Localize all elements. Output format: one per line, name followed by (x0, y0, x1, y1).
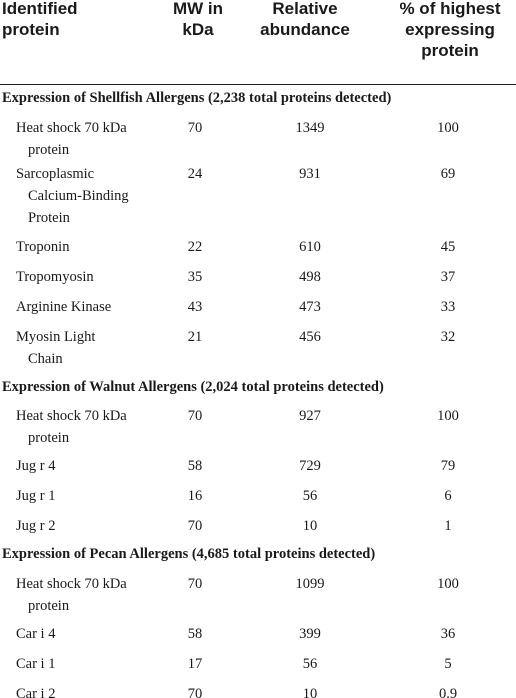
row-mw: 70 (187, 408, 203, 424)
section-heading-pecan: Expression of Pecan Allergens (4,685 total proteins detected) (2, 546, 376, 562)
section-heading-walnut: Expression of Walnut Allergens (2,024 total proteins detected) (2, 379, 384, 395)
header-mw: MW in kDa (172, 0, 224, 39)
row-percent: 36 (440, 626, 456, 642)
row-percent: 100 (437, 120, 459, 136)
row-protein-name: Arginine Kinase (16, 299, 112, 315)
row-mw: 21 (187, 329, 203, 345)
row-percent: 100 (437, 408, 459, 424)
row-protein-name: Jug r 4 (16, 458, 56, 474)
row-mw: 22 (187, 239, 203, 255)
row-abundance: 1099 (295, 576, 325, 592)
row-mw: 70 (187, 576, 203, 592)
row-percent: 1 (444, 518, 452, 534)
row-protein-name: Sarcoplasmic Calcium-Binding Protein (16, 166, 129, 226)
section-heading-shellfish: Expression of Shellfish Allergens (2,238 total proteins detected) (2, 90, 392, 106)
row-abundance: 10 (302, 518, 318, 534)
row-mw: 35 (187, 269, 203, 285)
row-mw: 70 (187, 518, 203, 534)
row-protein-name: Jug r 2 (16, 518, 56, 534)
row-percent: 0.9 (438, 686, 458, 698)
row-abundance: 927 (299, 408, 321, 424)
row-mw: 70 (187, 120, 203, 136)
row-percent: 79 (440, 458, 456, 474)
row-abundance: 729 (299, 458, 321, 474)
row-abundance: 10 (302, 686, 318, 698)
row-percent: 6 (444, 488, 452, 504)
row-protein-name: Troponin (16, 239, 70, 255)
row-abundance: 610 (299, 239, 321, 255)
row-protein-name: Myosin Light Chain (16, 329, 96, 367)
header-relative-abundance: Relative abundance (260, 0, 350, 39)
row-protein-name: Car i 4 (16, 626, 56, 642)
row-protein-name: Heat shock 70 kDa protein (16, 120, 127, 158)
row-mw: 16 (187, 488, 203, 504)
row-abundance: 1349 (295, 120, 325, 136)
row-mw: 58 (187, 626, 203, 642)
row-protein-name: Tropomyosin (16, 269, 94, 285)
header-identified-protein: Identified protein (2, 0, 78, 39)
row-mw: 70 (187, 686, 203, 698)
row-abundance: 498 (299, 269, 321, 285)
row-abundance: 399 (299, 626, 321, 642)
row-protein-name: Car i 1 (16, 656, 56, 672)
row-mw: 43 (187, 299, 203, 315)
row-protein-name: Jug r 1 (16, 488, 56, 504)
row-percent: 69 (440, 166, 456, 182)
row-protein-name: Heat shock 70 kDa protein (16, 408, 127, 446)
row-mw: 17 (187, 656, 203, 672)
header-percent-highest: % of highest expressing protein (399, 0, 501, 60)
row-protein-name: Car i 2 (16, 686, 56, 698)
row-percent: 45 (440, 239, 456, 255)
row-protein-name: Heat shock 70 kDa protein (16, 576, 127, 614)
row-mw: 24 (187, 166, 203, 182)
table-header (0, 0, 516, 82)
row-percent: 5 (444, 656, 452, 672)
row-percent: 32 (440, 329, 456, 345)
row-mw: 58 (187, 458, 203, 474)
row-percent: 33 (440, 299, 456, 315)
row-abundance: 473 (299, 299, 321, 315)
row-abundance: 56 (302, 488, 318, 504)
row-abundance: 56 (302, 656, 318, 672)
row-abundance: 456 (299, 329, 321, 345)
row-percent: 37 (440, 269, 456, 285)
header-rule (0, 84, 516, 85)
row-percent: 100 (437, 576, 459, 592)
row-abundance: 931 (299, 166, 321, 182)
